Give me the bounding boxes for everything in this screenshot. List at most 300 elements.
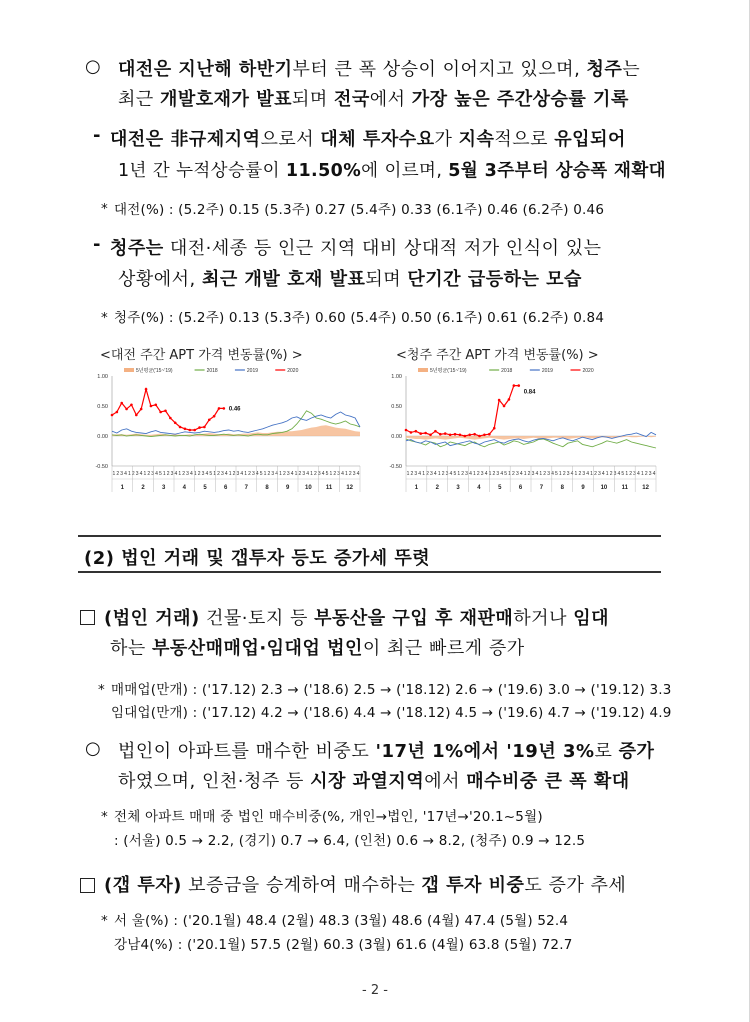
point-2020 (208, 419, 211, 422)
text: 하였으며, 인천·청주 등 (118, 771, 311, 792)
week-tick-label: 2 (147, 471, 151, 477)
week-tick-label: 4 (652, 471, 656, 477)
week-tick-label: 3 (120, 471, 124, 477)
legend-label: 2020 (582, 368, 594, 374)
point-2020 (410, 431, 413, 434)
week-tick-label: 2 (348, 471, 352, 477)
week-tick-label: 3 (170, 471, 174, 477)
week-tick-label: 4 (617, 471, 621, 477)
text: 1년 간 누적상승률이 (118, 161, 286, 181)
point-2020 (154, 404, 157, 407)
month-label: 9 (285, 485, 290, 491)
text: 대전·세종 등 인근 지역 대비 상대적 저가 인식이 있는 (163, 238, 602, 259)
week-tick-label: 4 (418, 471, 422, 477)
month-label: 10 (304, 485, 312, 491)
week-tick-label: 3 (236, 471, 240, 477)
week-tick-label: 3 (531, 471, 535, 477)
point-2020 (193, 429, 196, 432)
text-bold: 지속 (458, 129, 495, 150)
series-line-2018 (406, 439, 656, 448)
month-label: 2 (141, 485, 145, 491)
week-tick-label: 2 (333, 471, 337, 477)
week-tick-label: 3 (201, 471, 205, 477)
point-2020 (517, 384, 520, 387)
week-tick-label: 1 (590, 471, 593, 477)
week-tick-label: 2 (166, 471, 170, 477)
y-tick-label: 1.00 (97, 374, 108, 380)
p1-line2 (118, 85, 629, 111)
week-tick-label: 3 (286, 471, 290, 477)
gangnam-gap-note: 강남4(%) : ('20.1월) 57.5 (2월) 60.3 (3월) 61.6 (4월) 63.8 (5월) 72.7 (114, 937, 573, 953)
text-bold: 유입되어 (554, 129, 626, 150)
week-tick-label: 4 (356, 471, 360, 477)
point-2020 (498, 399, 501, 402)
week-tick-label: 4 (174, 471, 178, 477)
daejeon-chart-caption: <대전 주간 APT 가격 변동률(%) > (100, 348, 303, 363)
point-2020 (434, 430, 437, 433)
week-tick-label: 4 (155, 471, 158, 477)
circle-bullet: ○ (85, 56, 101, 77)
week-tick-label: 2 (461, 471, 465, 477)
week-tick-label: 2 (217, 471, 220, 477)
week-tick-label: 5 (453, 471, 457, 477)
point-2020 (439, 433, 442, 436)
point-2020 (189, 429, 192, 432)
text: 으로서 (260, 129, 321, 150)
point-2020 (213, 415, 216, 418)
month-label: 5 (203, 485, 207, 491)
week-tick-label: 2 (410, 471, 414, 477)
text-bold: 단기간 급등하는 모습 (407, 269, 582, 290)
point-2020 (125, 408, 128, 411)
legend-label: 2018 (206, 368, 218, 374)
text-bold: 대전은 지난해 하반기 (118, 59, 293, 80)
text: 보증금을 승계하여 매수하는 (181, 875, 422, 896)
text-bold: 5월 3주부터 상승폭 재확대 (448, 161, 666, 181)
p2-line1 (110, 125, 626, 151)
text: 상황에서, (118, 269, 202, 290)
text: 가 (434, 129, 459, 150)
point-2020 (459, 434, 462, 437)
week-tick-label: 2 (629, 471, 632, 477)
text-bold: 부동산을 구입 후 재판매 (314, 608, 514, 629)
point-2020 (488, 433, 491, 436)
q1sub-line2 (118, 767, 630, 793)
point-2020 (159, 411, 162, 414)
week-tick-label: 1 (112, 471, 116, 477)
week-tick-label: 1 (310, 471, 313, 477)
note-star: * (101, 201, 108, 217)
week-tick-label: 3 (633, 471, 636, 477)
week-tick-label: 1 (488, 471, 492, 477)
week-tick-label: 1 (193, 471, 197, 477)
week-tick-label: 4 (275, 471, 279, 477)
week-tick-label: 4 (570, 471, 574, 477)
month-label: 11 (621, 485, 628, 491)
point-2020 (179, 426, 182, 429)
text: 이 최근 빠르게 증가 (362, 638, 525, 659)
month-label: 12 (642, 485, 649, 491)
week-tick-label: 2 (492, 471, 496, 477)
week-tick-label: 1 (558, 471, 562, 477)
week-tick-label: 2 (116, 471, 120, 477)
week-tick-label: 1 (539, 471, 543, 477)
text-bold: 非규제지역 (170, 129, 261, 150)
month-label: 1 (414, 485, 419, 491)
month-label: 4 (182, 485, 187, 491)
point-2020 (424, 432, 427, 435)
note-star: * (101, 913, 108, 929)
month-label: 1 (120, 485, 125, 491)
section-header (78, 535, 661, 573)
point-2020 (145, 388, 148, 391)
week-tick-label: 1 (625, 471, 629, 477)
y-tick-label: 0.00 (97, 434, 108, 440)
week-tick-label: 3 (252, 471, 255, 477)
week-tick-label: 4 (190, 471, 193, 477)
month-label: 8 (560, 485, 564, 491)
week-tick-label: 2 (182, 471, 186, 477)
week-tick-label: 1 (457, 471, 461, 477)
point-2020 (415, 430, 418, 433)
week-tick-label: 3 (430, 471, 433, 477)
month-label: 8 (265, 485, 269, 491)
week-tick-label: 2 (232, 471, 236, 477)
series-line-2020 (112, 389, 224, 430)
point-2020 (429, 434, 432, 437)
text-bold: 개발호재가 발표 (160, 89, 292, 110)
month-label: 3 (161, 485, 166, 491)
month-label: 7 (539, 485, 544, 491)
legend-swatch (124, 368, 134, 372)
week-tick-label: 4 (551, 471, 554, 477)
text-bold: (갭 투자) (104, 875, 182, 896)
month-label: 11 (325, 485, 333, 491)
week-tick-label: 3 (515, 471, 519, 477)
week-tick-label: 3 (151, 471, 155, 477)
week-tick-label: 3 (135, 471, 139, 477)
point-2020 (203, 426, 206, 429)
week-tick-label: 4 (341, 471, 344, 477)
point-2020 (454, 433, 457, 436)
week-tick-label: 1 (263, 471, 267, 477)
text: 적으로 (494, 129, 555, 150)
y-tick-label: 1.00 (391, 374, 402, 380)
cheongju-chart (378, 364, 662, 498)
text: 에서 (424, 771, 467, 792)
week-tick-label: 2 (131, 471, 135, 477)
point-2020 (218, 407, 221, 410)
q1-line1 (104, 604, 609, 630)
legend-label: 5년평균('15~'19) (430, 368, 467, 374)
checkbox-square-icon (80, 878, 95, 893)
q2-line1 (104, 871, 626, 897)
point-2020 (464, 435, 467, 438)
week-tick-label: 4 (205, 471, 209, 477)
text: 법인이 아파트를 매수한 비중도 (118, 741, 376, 762)
legend-swatch (418, 368, 428, 372)
corporate-share-values: : (서울) 0.5 → 2.2, (경기) 0.7 → 6.4, (인천) 0.6 → 8.2, (청주) 0.9 → 12.5 (114, 833, 586, 849)
week-tick-label: 2 (426, 471, 429, 477)
week-tick-label: 4 (139, 471, 143, 477)
week-tick-label: 5 (555, 471, 558, 477)
week-tick-label: 3 (221, 471, 224, 477)
point-2020 (164, 410, 167, 413)
week-tick-label: 5 (209, 471, 213, 477)
week-tick-label: 4 (240, 471, 244, 477)
week-tick-label: 1 (508, 471, 511, 477)
point-2020 (130, 404, 133, 407)
legend-label: 2018 (501, 368, 513, 374)
month-label: 6 (223, 485, 228, 491)
week-tick-label: 2 (609, 471, 613, 477)
text-bold: (법인 거래) (104, 608, 200, 629)
point-2020 (223, 407, 226, 410)
week-tick-label: 1 (640, 471, 644, 477)
week-tick-label: 5 (159, 471, 162, 477)
week-tick-label: 3 (445, 471, 449, 477)
week-tick-label: 1 (574, 471, 578, 477)
week-tick-label: 1 (345, 471, 348, 477)
week-tick-label: 4 (500, 471, 504, 477)
text-bold: 시장 과열지역 (310, 771, 425, 792)
data-label-latest: 0.84 (523, 389, 536, 396)
week-tick-label: 2 (578, 471, 582, 477)
p3-line2 (118, 265, 582, 291)
text: 하거나 (513, 608, 574, 629)
week-tick-label: 4 (290, 471, 294, 477)
point-2020 (483, 434, 486, 437)
text-bold: 부동산매매업·임대업 법인 (152, 638, 363, 659)
point-2020 (513, 384, 516, 387)
week-tick-label: 1 (213, 471, 217, 477)
note-star: * (101, 310, 108, 326)
legend-label: 2019 (246, 368, 259, 374)
point-2020 (449, 434, 452, 437)
week-tick-label: 1 (162, 471, 166, 477)
point-2020 (508, 398, 511, 401)
week-tick-label: 2 (543, 471, 547, 477)
text-bold: 가장 높은 주간상승률 기록 (411, 89, 629, 110)
month-label: 7 (244, 485, 249, 491)
point-2020 (135, 414, 138, 417)
text: 로 (594, 741, 619, 762)
dash-bullet: - (93, 234, 101, 255)
circle-bullet: ○ (85, 738, 101, 759)
series-line-2020 (406, 386, 519, 436)
dash-bullet: - (93, 125, 101, 146)
week-tick-label: 2 (314, 471, 317, 477)
corporate-share-note: 전체 아파트 매매 중 법인 매수비중(%, 개인→법인, '17년→'20.1~5월) (114, 809, 543, 825)
week-tick-label: 1 (228, 471, 232, 477)
text-bold: 대체 투자수요 (320, 129, 435, 150)
month-label: 5 (498, 485, 502, 491)
y-tick-label: 0.00 (391, 434, 402, 440)
legend-label: 5년평균('15~'19) (136, 368, 173, 374)
week-tick-label: 3 (648, 471, 652, 477)
week-tick-label: 4 (224, 471, 228, 477)
y-tick-label: 0.50 (391, 404, 402, 410)
cheongju-note: 청주(%) : (5.2주) 0.13 (5.3주) 0.60 (5.4주) 0.50 (6.1주) 0.61 (6.2주) 0.84 (114, 310, 605, 326)
week-tick-label: 1 (437, 471, 441, 477)
q1-line2 (110, 634, 525, 660)
week-tick-label: 2 (644, 471, 648, 477)
note-star: * (101, 809, 108, 825)
text-bold: 11.50% (285, 161, 362, 181)
point-2020 (198, 426, 201, 429)
week-tick-label: 3 (414, 471, 418, 477)
text: 되며 (365, 269, 408, 290)
point-2020 (503, 405, 506, 408)
week-tick-label: 4 (124, 471, 127, 477)
point-2020 (419, 432, 422, 435)
week-tick-label: 4 (519, 471, 523, 477)
week-tick-label: 3 (597, 471, 601, 477)
week-tick-label: 4 (255, 471, 259, 477)
week-tick-label: 4 (306, 471, 310, 477)
note-star: * (98, 682, 105, 698)
legend-label: 2019 (541, 368, 553, 374)
week-tick-label: 2 (441, 471, 445, 477)
text: 부터 큰 폭 상승이 이어지고 있으며, (292, 59, 587, 80)
month-label: 6 (518, 485, 523, 491)
week-tick-label: 2 (197, 471, 201, 477)
week-tick-label: 3 (317, 471, 321, 477)
point-2020 (120, 402, 123, 405)
week-tick-label: 3 (465, 471, 468, 477)
text-bold: 최근 개발 호재 발표 (202, 269, 366, 290)
week-tick-label: 1 (422, 471, 425, 477)
week-tick-label: 2 (527, 471, 531, 477)
daejeon-note: 대전(%) : (5.2주) 0.15 (5.3주) 0.27 (5.4주) 0.33 (6.1주) 0.46 (6.2주) 0.46 (114, 202, 605, 218)
week-tick-label: 3 (480, 471, 484, 477)
week-tick-label: 3 (547, 471, 550, 477)
point-2020 (405, 429, 408, 432)
week-tick-label: 1 (605, 471, 609, 477)
week-tick-label: 3 (186, 471, 189, 477)
month-label: 12 (346, 485, 354, 491)
month-label: 9 (581, 485, 585, 491)
cheongju-chart-caption: <청주 주간 APT 가격 변동률(%) > (396, 348, 599, 363)
text: 는 (622, 59, 641, 80)
point-2020 (473, 433, 476, 436)
week-tick-label: 1 (178, 471, 182, 477)
point-2020 (184, 428, 187, 431)
week-tick-label: 4 (469, 471, 472, 477)
legend-label: 2020 (287, 368, 299, 374)
week-tick-label: 5 (621, 471, 625, 477)
y-tick-label: -0.50 (95, 464, 108, 470)
week-tick-label: 3 (352, 471, 356, 477)
week-tick-label: 1 (329, 471, 333, 477)
week-tick-label: 1 (523, 471, 527, 477)
week-tick-label: 2 (267, 471, 271, 477)
week-tick-label: 2 (298, 471, 302, 477)
text: 에 이르며, (361, 161, 449, 181)
week-tick-label: 4 (637, 471, 640, 477)
week-tick-label: 2 (248, 471, 251, 477)
week-tick-label: 2 (512, 471, 515, 477)
point-2020 (169, 417, 172, 420)
daejeon-chart (84, 364, 366, 498)
week-tick-label: 3 (613, 471, 617, 477)
text: 되며 (291, 89, 334, 110)
point-2020 (493, 427, 496, 430)
week-tick-label: 4 (433, 471, 437, 477)
week-tick-label: 1 (294, 471, 298, 477)
month-label: 3 (456, 485, 460, 491)
y-tick-label: 0.50 (97, 404, 108, 410)
point-2020 (140, 408, 143, 411)
week-tick-label: 1 (128, 471, 131, 477)
week-tick-label: 4 (321, 471, 325, 477)
checkbox-square-icon (80, 610, 95, 625)
week-tick-label: 3 (496, 471, 500, 477)
text-bold: 임대 (573, 608, 609, 629)
point-2020 (478, 435, 481, 438)
point-2020 (444, 432, 447, 435)
week-tick-label: 2 (476, 471, 480, 477)
week-tick-label: 1 (472, 471, 476, 477)
week-tick-label: 3 (271, 471, 275, 477)
week-tick-label: 5 (325, 471, 329, 477)
week-tick-label: 1 (279, 471, 282, 477)
text-bold: 청주 (586, 59, 623, 80)
week-tick-label: 2 (283, 471, 286, 477)
week-tick-label: 1 (244, 471, 248, 477)
p3-line1 (110, 234, 602, 260)
y-tick-label: -0.50 (389, 464, 402, 470)
text: 에서 (369, 89, 412, 110)
week-tick-label: 1 (143, 471, 147, 477)
text: 건물·토지 등 (199, 608, 315, 629)
week-tick-label: 3 (337, 471, 341, 477)
point-2020 (174, 422, 177, 425)
week-tick-label: 4 (484, 471, 488, 477)
week-tick-label: 3 (566, 471, 570, 477)
month-label: 2 (435, 485, 439, 491)
rental-business-note: 임대업(만개) : ('17.12) 4.2 → ('18.6) 4.4 → ('18.12) 4.5 → ('19.6) 4.7 → ('19.12) 4.9 (111, 705, 672, 721)
text-bold: 청주는 (110, 238, 164, 259)
week-tick-label: 4 (586, 471, 590, 477)
week-tick-label: 2 (594, 471, 597, 477)
p1-line1 (118, 55, 640, 81)
sales-business-note: 매매업(만개) : ('17.12) 2.3 → ('18.6) 2.5 → ('18.12) 2.6 → ('19.6) 3.0 → ('19.12) 3.3 (111, 682, 672, 698)
week-tick-label: 1 (406, 471, 410, 477)
month-label: 4 (477, 485, 481, 491)
point-2020 (150, 405, 153, 408)
text: 최근 (118, 89, 160, 110)
text: 도 증가 추세 (524, 875, 627, 896)
text-bold: 대전은 (110, 129, 171, 150)
week-tick-label: 4 (449, 471, 453, 477)
seoul-gap-note: 서 울(%) : ('20.1월) 48.4 (2월) 48.3 (3월) 48.6 (4월) 47.4 (5월) 52.4 (114, 913, 569, 929)
data-label-latest: 0.46 (228, 406, 241, 413)
text-bold: 전국 (333, 89, 370, 110)
week-tick-label: 2 (562, 471, 566, 477)
point-2020 (116, 411, 119, 414)
week-tick-label: 3 (302, 471, 306, 477)
point-2020 (111, 414, 114, 417)
p2-line2 (118, 157, 666, 182)
week-tick-label: 3 (582, 471, 586, 477)
section-title: (2) 법인 거래 및 갭투자 등도 증가세 뚜렷 (84, 548, 431, 569)
week-tick-label: 5 (259, 471, 263, 477)
week-tick-label: 4 (535, 471, 539, 477)
page-number: - 2 - (362, 983, 388, 998)
text: 하는 (110, 638, 152, 659)
text-bold: 매수비중 큰 폭 확대 (466, 771, 630, 792)
